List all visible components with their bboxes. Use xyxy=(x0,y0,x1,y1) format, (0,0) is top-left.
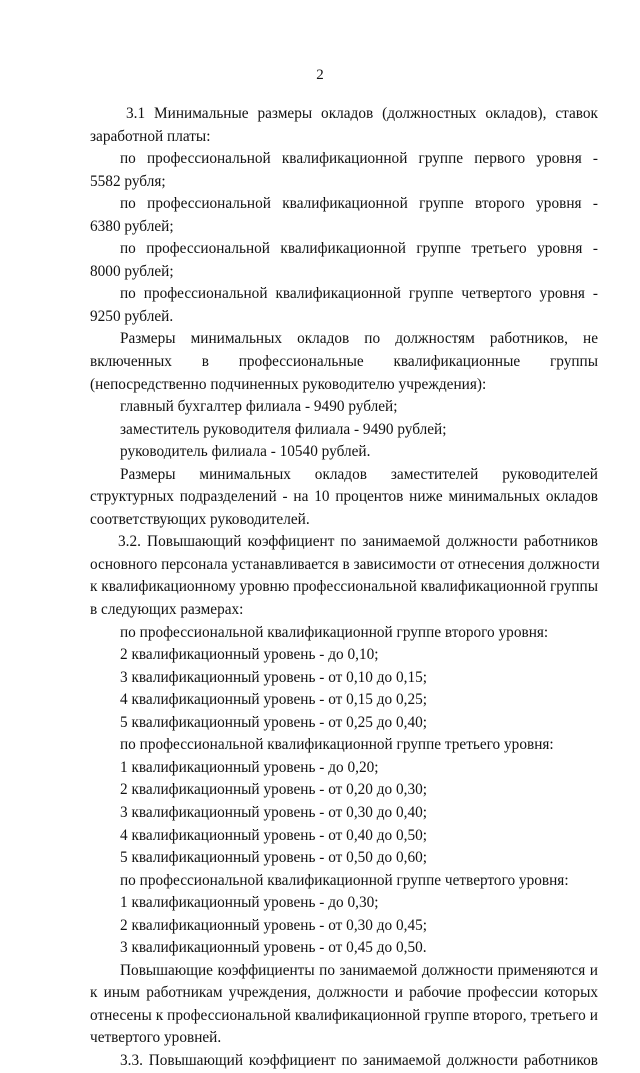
paragraph-line: 3.1 Минимальные размеры окладов (должностных окладов), ставок xyxy=(126,105,598,122)
paragraph-line: 3 квалификационный уровень - от 0,45 до 0,50. xyxy=(120,939,427,957)
paragraph-line: к иным работникам учреждения, должности и рабочие профессии которых xyxy=(90,984,598,1002)
paragraph-line: 6380 рублей; xyxy=(90,217,174,235)
paragraph-line: заместитель руководителя филиала - 9490 рублей; xyxy=(120,420,447,438)
paragraph-line: 4 квалификационный уровень - от 0,15 до 0,25; xyxy=(120,691,428,709)
paragraph-line: в следующих размерах: xyxy=(90,601,244,619)
paragraph-line: заработной платы: xyxy=(90,127,211,145)
paragraph-line: структурных подразделений - на 10 процентов ниже минимальных окладов xyxy=(90,488,598,506)
paragraph-line: соответствующих руководителей. xyxy=(90,510,310,528)
paragraph-line: 2 квалификационный уровень - от 0,30 до 0,45; xyxy=(120,916,428,934)
paragraph-line: Размеры минимальных окладов по должностям работников, не xyxy=(120,330,598,348)
paragraph-line: 3.3. Повышающий коэффициент по занимаемой должности работников xyxy=(120,1051,598,1069)
paragraph-line: (непосредственно подчиненных руководителю учреждения): xyxy=(90,375,487,393)
paragraph-line: по профессиональной квалификационной группе первого уровня - xyxy=(120,150,598,168)
document-body xyxy=(90,103,598,1073)
paragraph-line: 2 квалификационный уровень - от 0,20 до 0,30; xyxy=(120,781,428,799)
paragraph-line: 3 квалификационный уровень - от 0,30 до 0,40; xyxy=(120,803,428,821)
paragraph-line: по профессиональной квалификационной группе четвертого уровня - xyxy=(120,285,598,303)
paragraph-line: 5582 рубля; xyxy=(90,172,166,190)
paragraph-line: четвертого уровней. xyxy=(90,1029,222,1047)
paragraph-line: 5 квалификационный уровень - от 0,25 до 0,40; xyxy=(120,713,428,731)
paragraph-line: к квалификационному уровню профессиональной квалификационной группы xyxy=(90,578,598,596)
paragraph-line: 8000 рублей; xyxy=(90,262,174,280)
paragraph-line: 5 квалификационный уровень - от 0,50 до 0,60; xyxy=(120,849,428,867)
paragraph-line: 3 квалификационный уровень - от 0,10 до 0,15; xyxy=(120,668,428,686)
paragraph-line: по профессиональной квалификационной группе второго уровня - xyxy=(120,195,598,213)
paragraph-line: Повышающие коэффициенты по занимаемой должности применяются и xyxy=(120,961,598,979)
paragraph-line: Размеры минимальных окладов заместителей руководителей xyxy=(120,465,598,483)
paragraph-line: по профессиональной квалификационной группе второго уровня: xyxy=(120,623,549,641)
page-number: 2 xyxy=(316,67,324,83)
paragraph-line: 3.2. Повышающий коэффициент по занимаемой должности работников xyxy=(118,533,598,551)
paragraph-line: 1 квалификационный уровень - до 0,30; xyxy=(120,894,379,912)
paragraph-line: 1 квалификационный уровень - до 0,20; xyxy=(120,758,379,776)
paragraph-line: основного персонала устанавливается в зависимости от отнесения должности xyxy=(90,555,600,573)
paragraph-line: 9250 рублей. xyxy=(90,307,174,325)
paragraph-line: 2 квалификационный уровень - до 0,10; xyxy=(120,646,379,664)
paragraph-line: руководитель филиала - 10540 рублей. xyxy=(120,443,371,461)
paragraph-line: главный бухгалтер филиала - 9490 рублей; xyxy=(120,398,398,416)
paragraph-line: по профессиональной квалификационной группе четвертого уровня: xyxy=(120,871,569,889)
paragraph-line: 4 квалификационный уровень - от 0,40 до 0,50; xyxy=(120,826,428,844)
paragraph-line: включенных в профессиональные квалификационные группы xyxy=(90,353,598,371)
paragraph-line: по профессиональной квалификационной группе третьего уровня - xyxy=(120,240,598,258)
paragraph-line: по профессиональной квалификационной группе третьего уровня: xyxy=(120,736,554,754)
paragraph-line: отнесены к профессиональной квалификационной группе второго, третьего и xyxy=(90,1006,598,1024)
